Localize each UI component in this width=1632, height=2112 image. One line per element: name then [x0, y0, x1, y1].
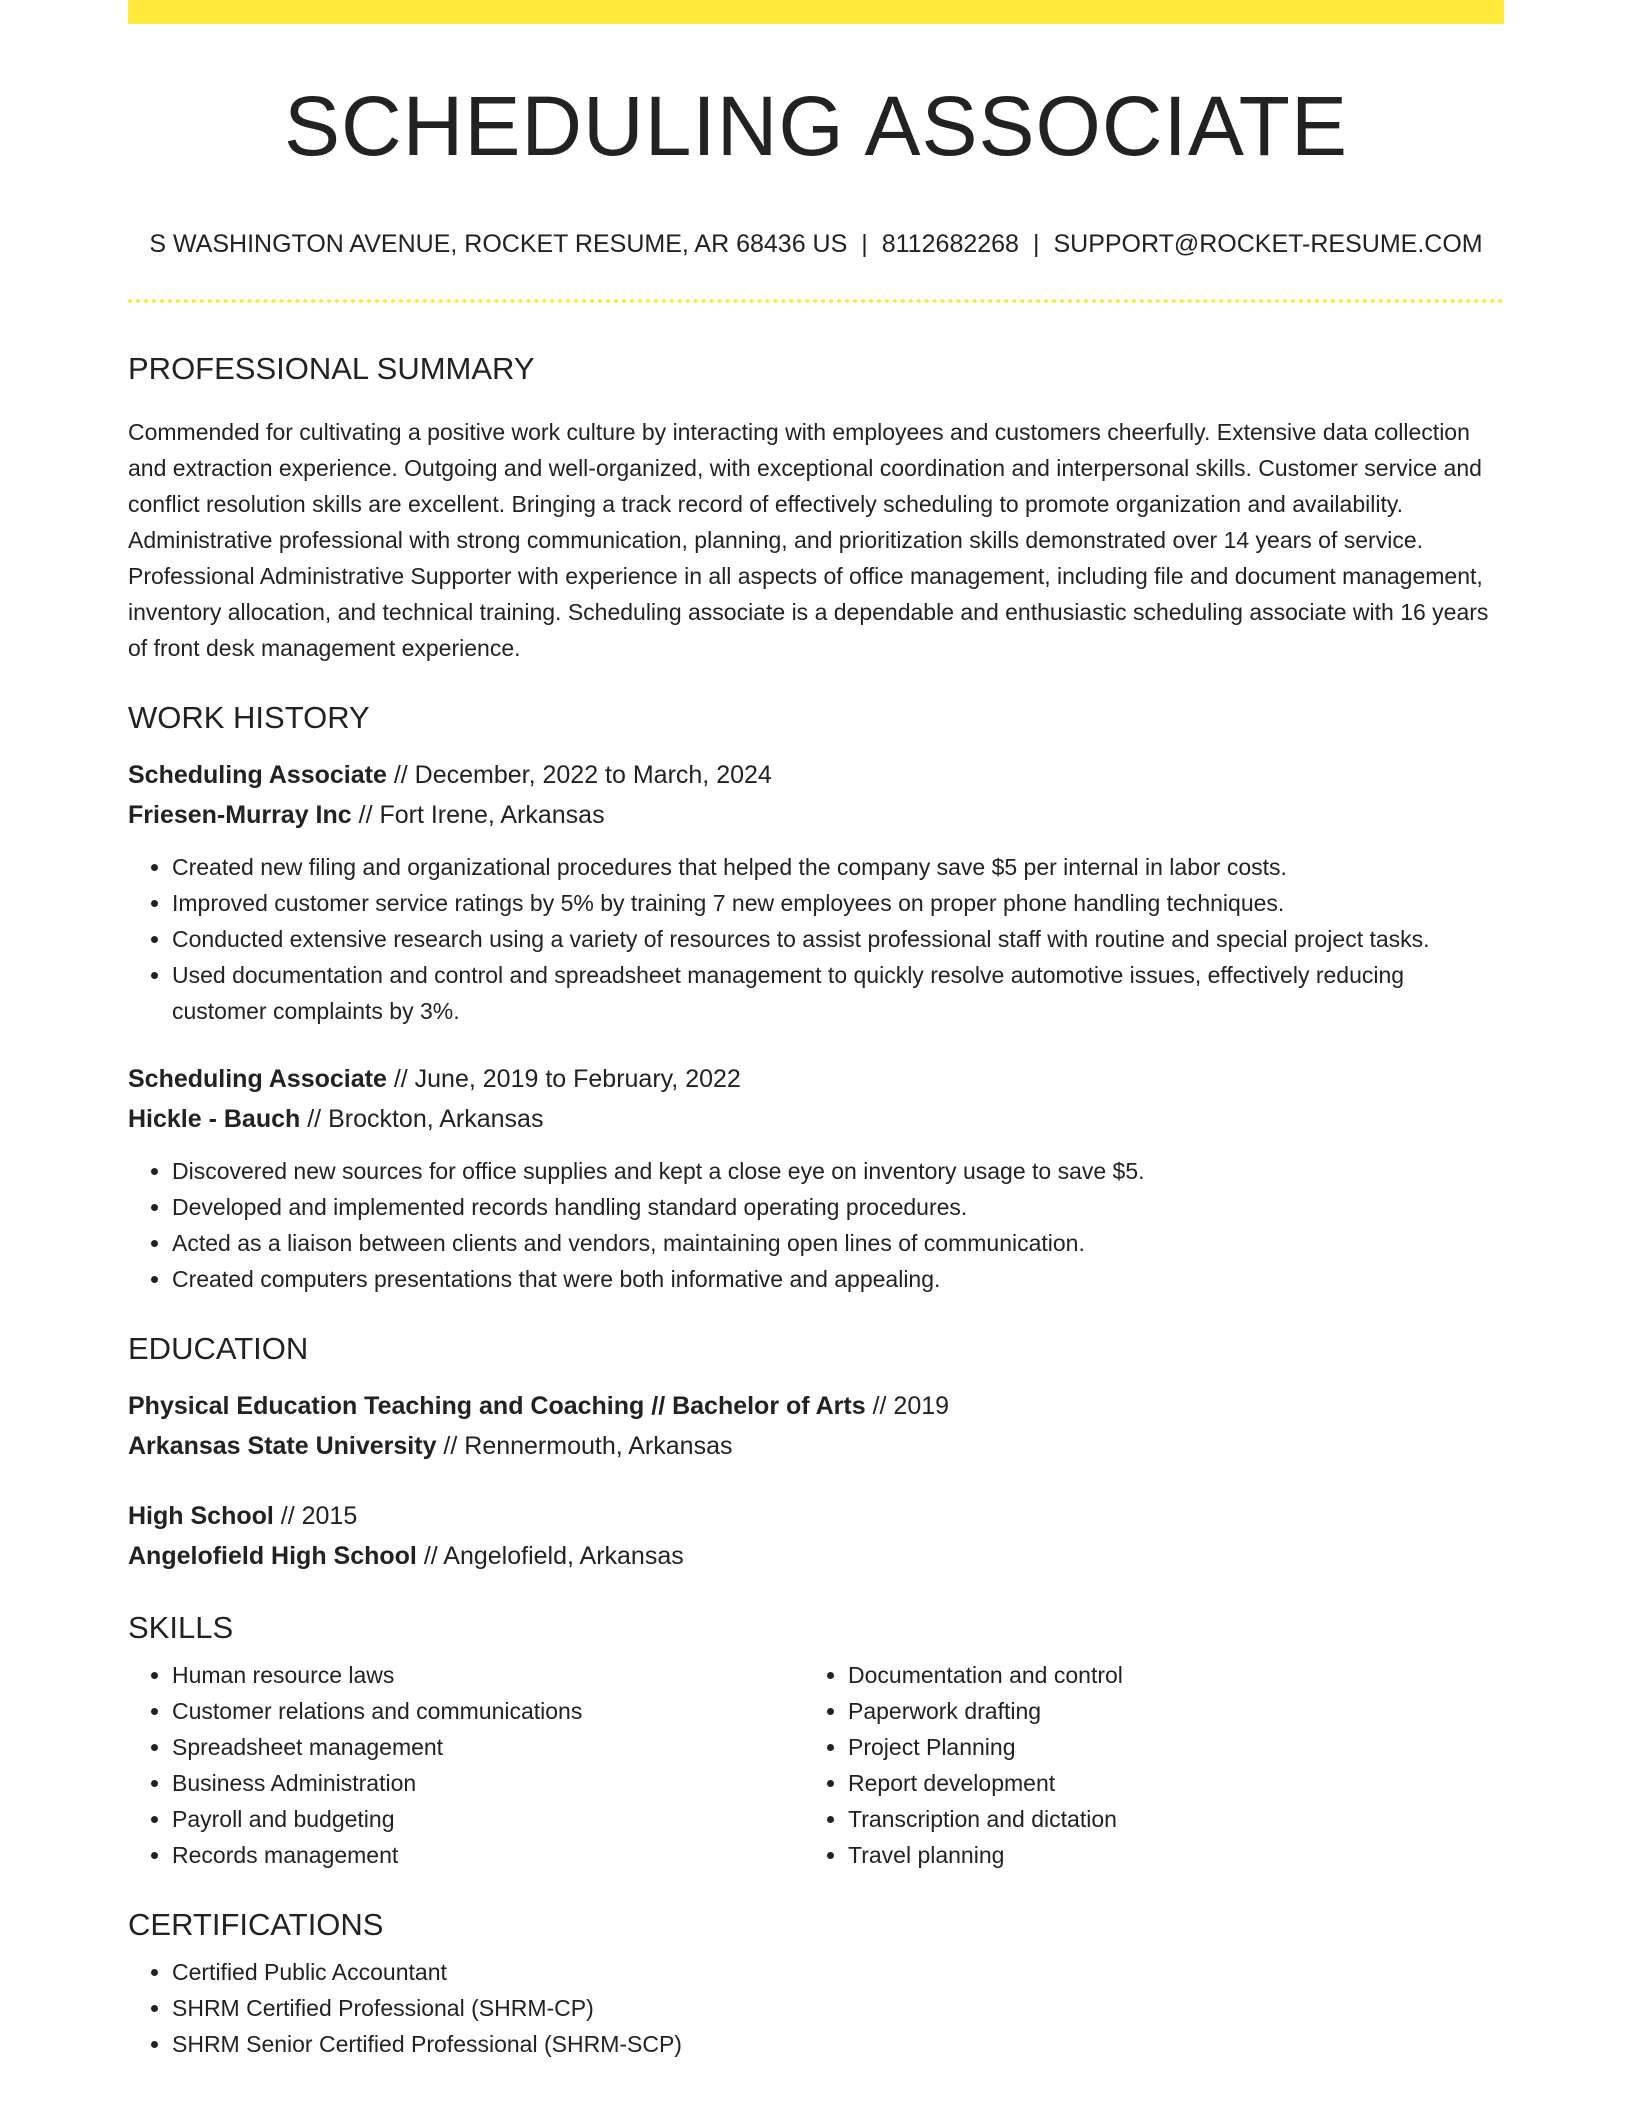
job-company: Friesen-Murray Inc: [128, 801, 352, 829]
skills-right-column: [804, 1657, 1480, 1873]
job-bullet: • Created computers presentations that were both informative and appealing.: [172, 1261, 1504, 1297]
job-entry: [128, 1059, 1504, 1297]
skills-grid: [128, 1657, 1504, 1873]
contact-line: [128, 230, 1504, 259]
contact-address: S WASHINGTON AVENUE, ROCKET RESUME, AR 68436 US: [149, 230, 848, 258]
certifications-list: [128, 1954, 1504, 2062]
job-dates: // December, 2022 to March, 2024: [386, 761, 772, 789]
certification-item: • Certified Public Accountant: [172, 1954, 1504, 1990]
resume-name-title: SCHEDULING ASSOCIATE: [283, 79, 1348, 173]
job-bullet: • Used documentation and control and spreadsheet management to quickly resolve automotive issues, effectively reducing customer complaints by 3%.: [172, 957, 1504, 1029]
contact-phone: 8112682268: [881, 230, 1019, 258]
work-history-heading: WORK HISTORY: [128, 700, 370, 735]
job-dates: // June, 2019 to February, 2022: [386, 1065, 741, 1093]
job-bullet: • Improved customer service ratings by 5% by training 7 new employees on proper phone handling techniques.: [172, 885, 1504, 921]
education-year: // 2019: [865, 1392, 950, 1420]
education-location: // Rennermouth, Arkansas: [436, 1432, 733, 1460]
certification-item: • SHRM Certified Professional (SHRM-CP): [172, 1990, 1504, 2026]
summary-heading: PROFESSIONAL SUMMARY: [128, 351, 535, 386]
education-entry: [128, 1496, 1504, 1576]
skill-item: • Documentation and control: [848, 1657, 1480, 1693]
top-accent-bar: [128, 0, 1504, 24]
education-year: // 2015: [273, 1502, 358, 1530]
skill-item: • Project Planning: [848, 1729, 1480, 1765]
skill-item: • Travel planning: [848, 1837, 1480, 1873]
skill-item: • Paperwork drafting: [848, 1693, 1480, 1729]
job-location: // Brockton, Arkansas: [300, 1105, 544, 1133]
dotted-divider: [128, 299, 1504, 303]
skill-item: • Customer relations and communications: [172, 1693, 804, 1729]
skill-item: • Report development: [848, 1765, 1480, 1801]
job-bullet: • Discovered new sources for office supplies and kept a close eye on inventory usage to save $5.: [172, 1153, 1504, 1189]
skill-item: • Records management: [172, 1837, 804, 1873]
education-school: Angelofield High School: [128, 1542, 417, 1570]
education-degree-line: [128, 1386, 1504, 1426]
job-bullets: [128, 849, 1504, 1029]
contact-separator: |: [1032, 230, 1040, 258]
education-location: // Angelofield, Arkansas: [416, 1542, 684, 1570]
contact-separator: |: [861, 230, 868, 258]
certifications-heading: CERTIFICATIONS: [128, 1907, 384, 1942]
skills-left-column: [128, 1657, 804, 1873]
job-role-line: [128, 755, 1504, 795]
skill-item: • Payroll and budgeting: [172, 1801, 804, 1837]
education-degree: Physical Education Teaching and Coaching // Bachelor of Arts: [128, 1392, 866, 1420]
skills-heading: SKILLS: [128, 1610, 234, 1645]
skill-item: • Spreadsheet management: [172, 1729, 804, 1765]
job-bullet: • Created new filing and organizational procedures that helped the company save $5 per internal in labor costs.: [172, 849, 1504, 885]
job-role: Scheduling Associate: [128, 761, 387, 789]
job-role-line: [128, 1059, 1504, 1099]
skill-item: • Transcription and dictation: [848, 1801, 1480, 1837]
job-company-line: [128, 1099, 1504, 1139]
education-heading: EDUCATION: [128, 1331, 309, 1366]
education-degree-line: [128, 1496, 1504, 1536]
skill-item: • Human resource laws: [172, 1657, 804, 1693]
resume-page: [128, 0, 1504, 2062]
job-bullet: • Conducted extensive research using a variety of resources to assist professional staff with routine and special project tasks.: [172, 921, 1504, 957]
contact-email: SUPPORT@ROCKET-RESUME.COM: [1053, 230, 1483, 258]
job-company: Hickle - Bauch: [128, 1105, 301, 1133]
education-entry: [128, 1386, 1504, 1466]
skill-item: • Business Administration: [172, 1765, 804, 1801]
education-school: Arkansas State University: [128, 1432, 437, 1460]
job-bullets: [128, 1153, 1504, 1297]
job-bullet: • Acted as a liaison between clients and vendors, maintaining open lines of communication.: [172, 1225, 1504, 1261]
job-location: // Fort Irene, Arkansas: [351, 801, 605, 829]
job-company-line: [128, 795, 1504, 835]
summary-text: Commended for cultivating a positive work culture by interacting with employees and customers cheerfully. Extensive data collection and extraction experience. Outgoing and well-organized, with exceptional coordination and interpersonal skills. Customer service and conflict resolution skills are excellent. Bringing a track record of effectively scheduling to promote organization and availability. Administrative professional with strong communication, planning, and prioritization skills demonstrated over 14 years of service. Professional Administrative Supporter with experience in all aspects of office management, including file and document management, inventory allocation, and technical training. Scheduling associate is a dependable and enthusiastic scheduling associate with 16 years of front desk management experience.: [128, 419, 1489, 661]
job-entry: [128, 755, 1504, 1029]
certification-item: • SHRM Senior Certified Professional (SHRM-SCP): [172, 2026, 1504, 2062]
education-school-line: [128, 1536, 1504, 1576]
job-bullet: • Developed and implemented records handling standard operating procedures.: [172, 1189, 1504, 1225]
education-school-line: [128, 1426, 1504, 1466]
job-role: Scheduling Associate: [128, 1065, 387, 1093]
education-degree: High School: [128, 1502, 274, 1530]
